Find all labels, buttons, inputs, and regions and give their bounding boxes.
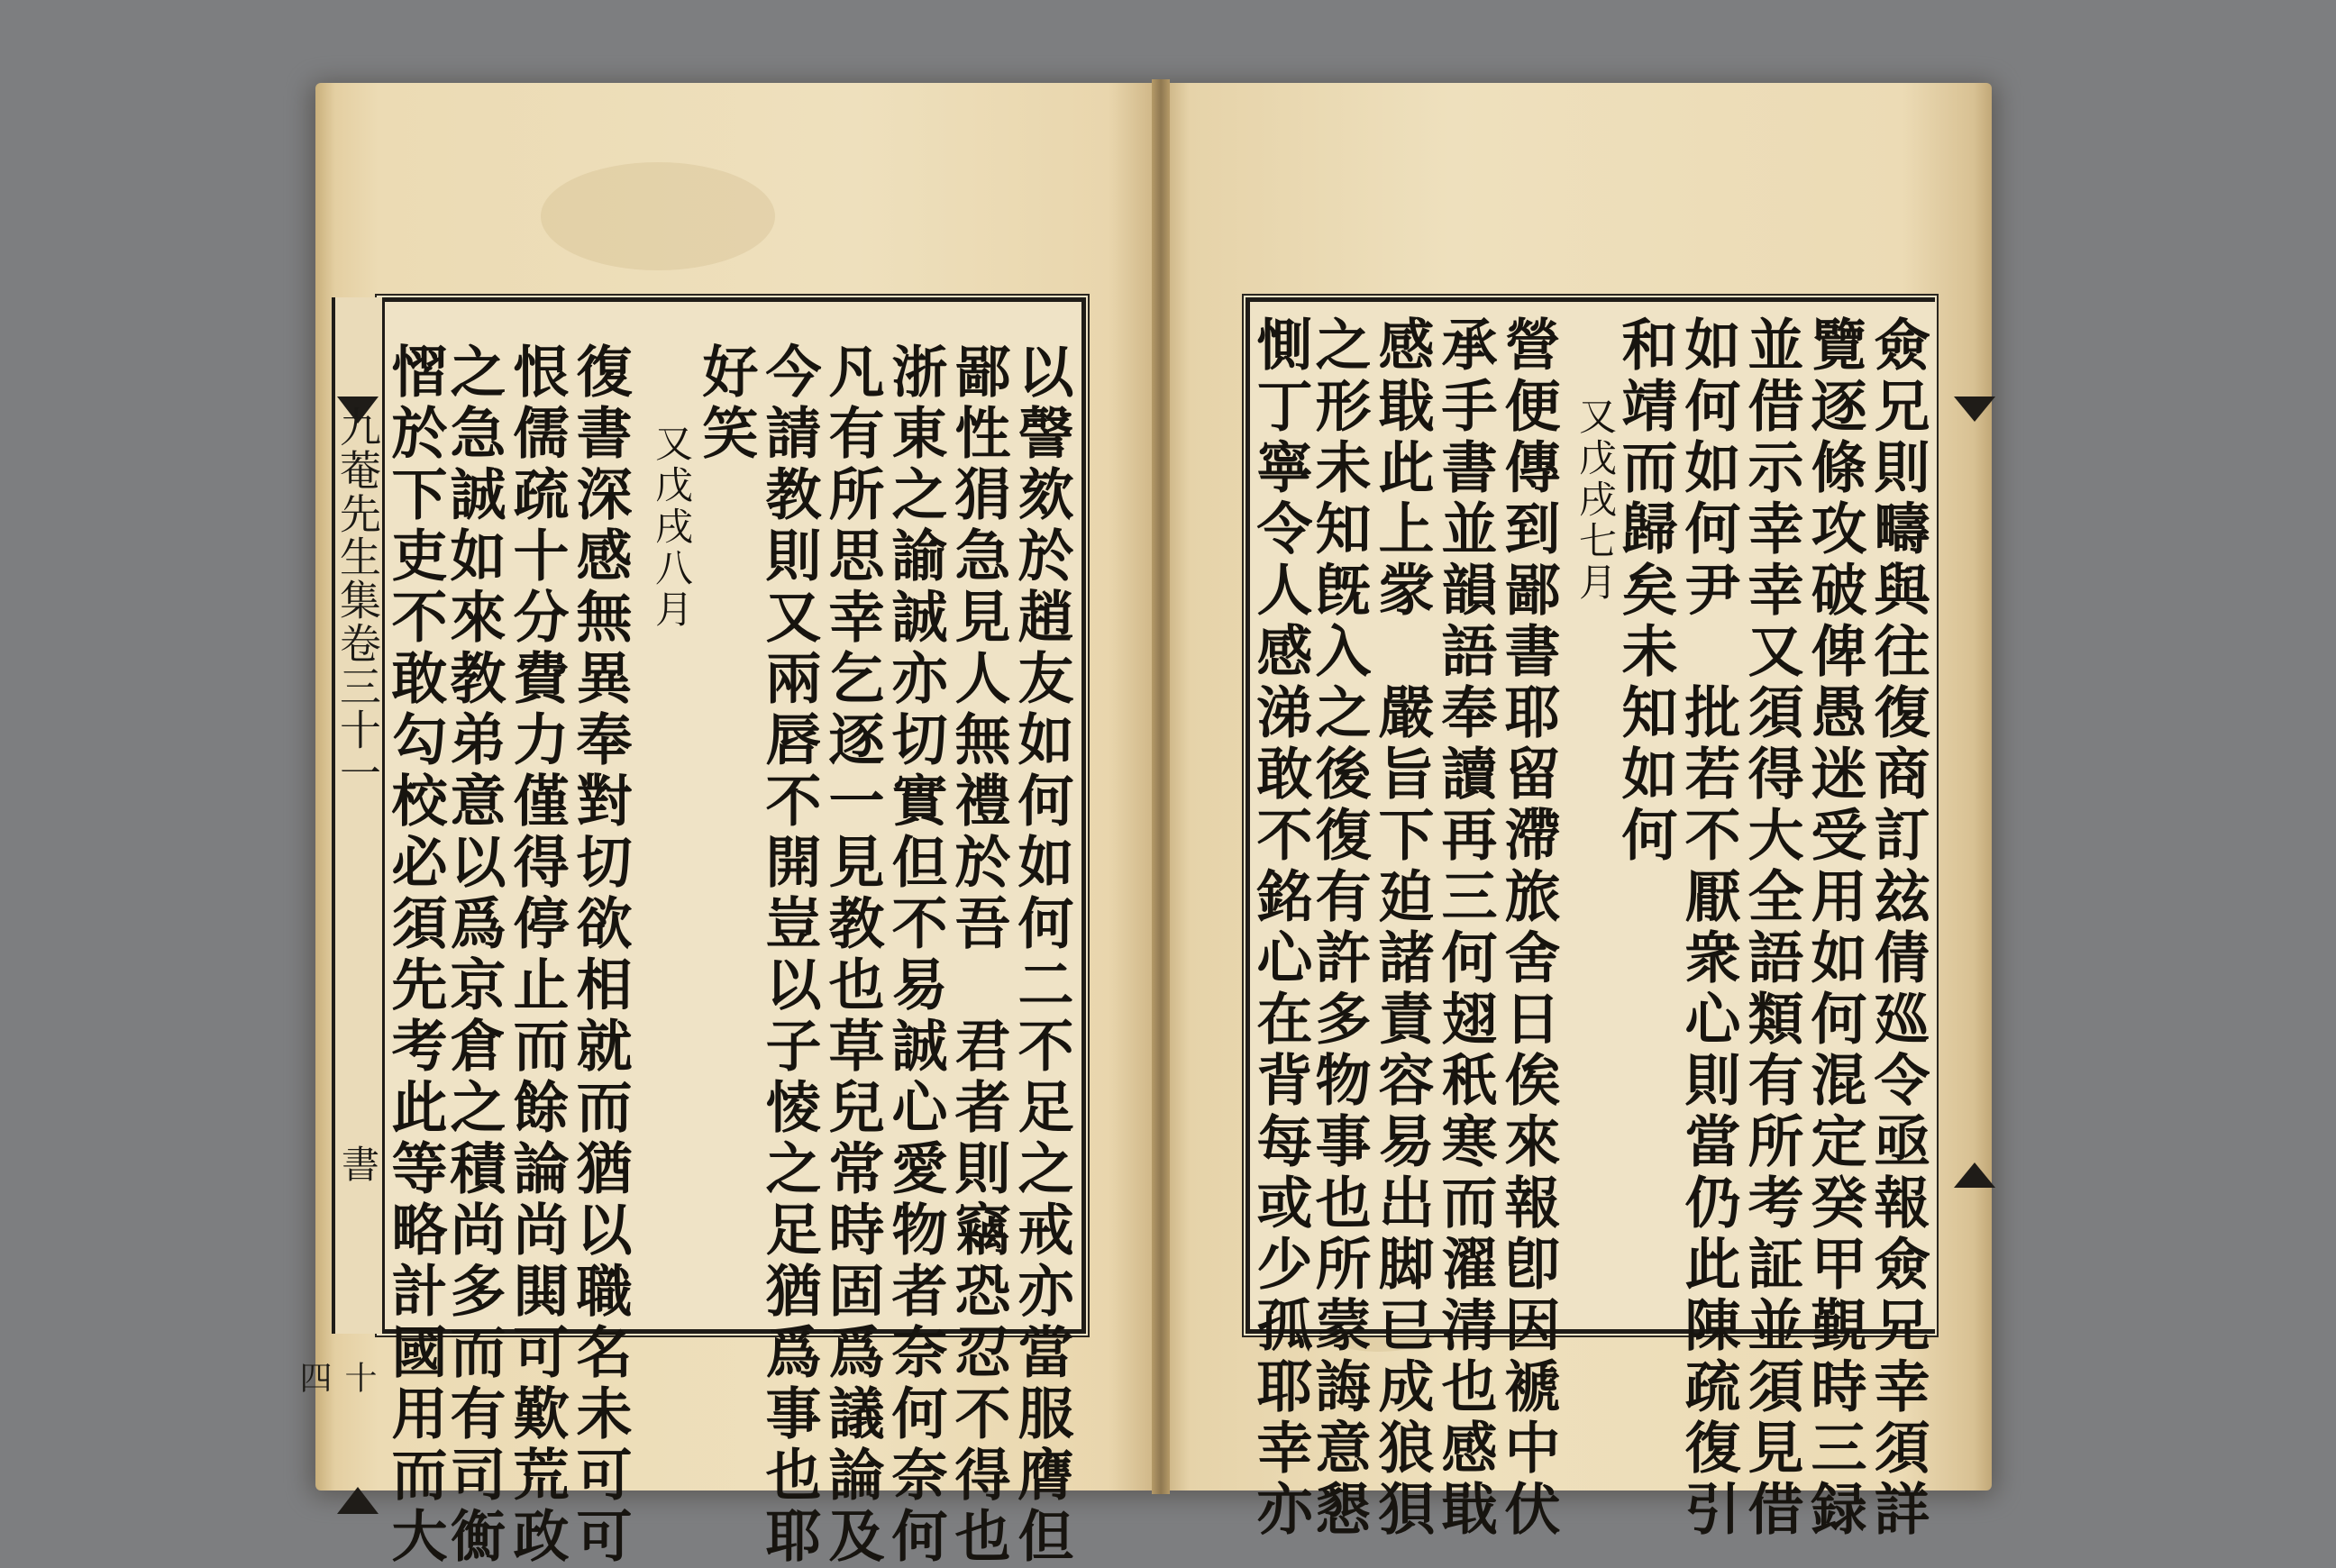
text-column: 和靖而歸矣未知如何: [1612, 315, 1678, 867]
text-column: 鄙性狷急見人無禮於吾 君者則竊恐忍不得也: [945, 342, 1011, 1568]
letter-date-heading: 又戊戌八月: [650, 424, 694, 631]
text-column: 慴於下吏不敢勾校必須先考此等略計國用而大: [382, 342, 448, 1568]
section-label: 書: [336, 1144, 380, 1184]
text-column: 如何如何尹 批若不厭衆心則當仍此陳疏復引: [1675, 315, 1741, 1541]
text-column: 今請教則又兩唇不開豈以子㥄之足猶爲事也耶: [756, 342, 822, 1568]
text-column: 感戢此上䝉 嚴旨下廹諸責容易出脚已成狼狽: [1369, 315, 1435, 1541]
banxin-column: [295, 297, 385, 1395]
text-column: 以謦欬於趙友如何如何二不足之戒亦當服膺但: [1008, 342, 1074, 1568]
text-column: 好笑: [693, 342, 759, 465]
text-column: 僉兄則疇與往復商訂玆倩廵令亟報僉兄幸須詳: [1865, 315, 1930, 1541]
page-number: 十四: [295, 1361, 377, 1395]
text-column: 惻丁寧令人感涕敢不銘心在背每或少孤耶幸亦: [1247, 315, 1313, 1541]
collection-title: 九菴先生集卷三十一: [333, 406, 382, 795]
book-gutter: [1152, 79, 1170, 1494]
text-column: 凡有所思幸乞逐一見教也草兒常時固爲議論及: [819, 342, 885, 1568]
text-column: 復書深感無異奉對切欲相就而猶以職名未可可: [567, 342, 633, 1568]
page-stain: [541, 162, 775, 270]
text-column: 恨儒疏十分費力僅得停止而餘論尚閧可歎荒政: [504, 342, 570, 1568]
letter-date-heading: 又戊戌七月: [1574, 397, 1618, 604]
text-column: 浙東之諭誠亦切實但不易誠心愛物者奈何奈何: [882, 342, 948, 1568]
text-column: 並借示幸幸又須得大全語類有所考証並須見借: [1738, 315, 1804, 1541]
text-column: 營便傳到鄙書耶留滯旅舍日俟來報卽因褫中伏: [1495, 315, 1561, 1541]
text-column: 承手書並韻語奉讀再三何翅秖寒而濯清也感戢: [1432, 315, 1498, 1541]
text-column: 之急誠如來教弟意以爲京倉之積尚多而有司𢖍: [441, 342, 506, 1568]
text-column: 之形未知旣入之後復有許多物事也所蒙誨意懇: [1306, 315, 1372, 1541]
text-column: 覽逐條攻破俾愚迷受用如何混定癸甲覲時三録: [1802, 315, 1867, 1541]
